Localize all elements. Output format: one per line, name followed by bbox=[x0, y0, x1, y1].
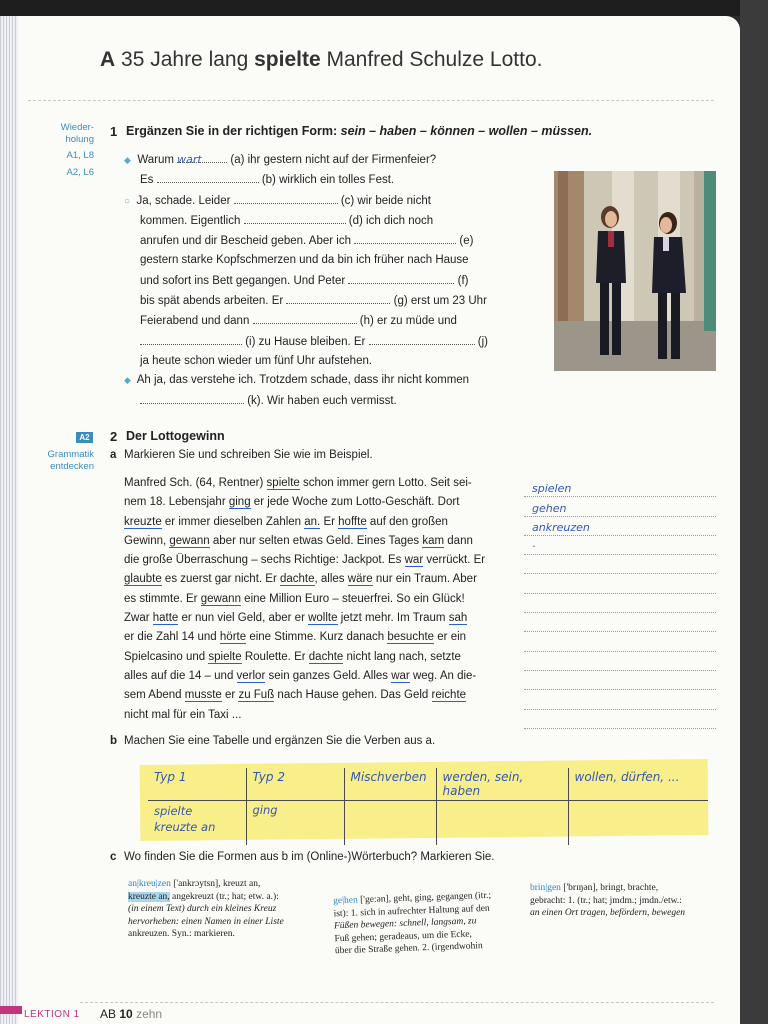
answer-line[interactable] bbox=[524, 536, 716, 555]
table-cell[interactable]: spielte kreuzte an bbox=[148, 801, 246, 845]
side-label-grammatik: Grammatik entdecken bbox=[47, 449, 94, 472]
story-fragment: Zwar bbox=[124, 612, 153, 625]
story-fragment: Spielcasino und bbox=[124, 650, 209, 663]
story-line bbox=[124, 706, 518, 725]
story-fragment: weg. An die- bbox=[409, 669, 477, 682]
speaker-diamond-icon: ◆ bbox=[124, 155, 131, 165]
marked-verb: war bbox=[391, 669, 410, 682]
marked-verb: dachte bbox=[279, 573, 315, 586]
story-fragment: es zuerst gar nicht. Er bbox=[161, 573, 280, 586]
side-label-wiederholung: Wieder- holung bbox=[60, 122, 94, 145]
story-fragment: eine Million Euro – steuerfrei. So ein Glück! bbox=[240, 592, 465, 605]
story-line bbox=[124, 513, 518, 532]
page-number: 10 bbox=[119, 1007, 133, 1021]
story-fragment: sem Abend bbox=[124, 689, 185, 702]
verb-table bbox=[148, 768, 708, 845]
dictionary-entry-bringen: brin|gen ['brɪŋən], bringt, brachte, gebracht: 1. (tr.; hat; jmdm.; jmdn./etw.: an einen Ort tragen, befördern, bewegen bbox=[530, 883, 686, 918]
story-fragment: er ein bbox=[434, 631, 467, 644]
exercise-1-verbs: sein – haben – können – wollen – müssen. bbox=[340, 124, 593, 138]
dialogue-line: ja heute schon wieder um fünf Uhr aufstehen. bbox=[140, 354, 373, 367]
story-fragment: , alles bbox=[314, 573, 348, 586]
answer-line[interactable] bbox=[524, 671, 716, 690]
marked-verb: wollte bbox=[308, 612, 338, 625]
story-fragment: Gewinn, bbox=[124, 534, 170, 547]
marked-verb: war bbox=[404, 554, 424, 567]
scan-border-right bbox=[740, 0, 768, 1024]
dialogue-line: (i) zu Hause bleiben. Er (j) bbox=[124, 332, 544, 352]
dialogue-line: gestern starke Kopfschmerzen und da bin ich früher nach Hause bbox=[140, 254, 469, 267]
speaker-circle-icon: ○ bbox=[124, 195, 131, 207]
marked-verb: spielte bbox=[266, 477, 300, 489]
story-fragment: er immer dieselben Zahlen bbox=[161, 515, 305, 528]
story-fragment: er jede Woche zum Lotto-Geschäft. Dort bbox=[250, 496, 460, 509]
story-fragment: alles auf die 14 – und bbox=[124, 669, 237, 682]
table-cell[interactable] bbox=[568, 801, 708, 845]
story-line bbox=[124, 609, 518, 628]
story-fragment: schon immer gern Lotto. Seit sei- bbox=[299, 477, 472, 489]
footer-divider bbox=[80, 1002, 714, 1003]
dialogue-line: und sofort ins Bett gegangen. Und Peter (f) bbox=[124, 271, 544, 291]
story-line bbox=[124, 628, 518, 647]
speaker-diamond-icon: ◆ bbox=[124, 375, 131, 386]
exercise-2a-letter: a bbox=[110, 449, 117, 461]
marked-verb: kreuzte bbox=[124, 515, 162, 528]
story-line bbox=[124, 532, 518, 551]
dialogue-line: kommen. Eigentlich (d) ich dich noch bbox=[124, 211, 544, 231]
answer-line[interactable] bbox=[524, 478, 716, 497]
dialogue-line: ◆ Ah ja, das verstehe ich. Trotzdem schade, dass ihr nicht kommen bbox=[124, 374, 470, 387]
story-fragment: nur ein Traum. Aber bbox=[372, 573, 477, 586]
marked-verb: dachte bbox=[308, 650, 344, 663]
story-line bbox=[124, 590, 518, 609]
answer-line[interactable] bbox=[524, 574, 716, 593]
handwritten-answer: spielen bbox=[532, 482, 572, 496]
table-cell[interactable] bbox=[344, 801, 436, 845]
marked-verb: reichte bbox=[431, 689, 467, 702]
story-fragment: Roulette. Er bbox=[241, 650, 309, 663]
story-fragment: es stimmte. Er bbox=[124, 592, 201, 605]
exercise-1-dialogue bbox=[124, 150, 544, 411]
table-header: werden, sein, haben bbox=[436, 768, 568, 801]
blank-i[interactable] bbox=[140, 332, 242, 345]
blank-a[interactable] bbox=[177, 150, 227, 166]
answer-line[interactable] bbox=[524, 690, 716, 709]
handwritten-answer-a: wart bbox=[177, 153, 202, 166]
exercise-2-number: 2 bbox=[110, 429, 118, 444]
story-fragment: nach Hause gehen. Das Geld bbox=[274, 689, 432, 702]
workbook-page bbox=[0, 16, 740, 1024]
page-title bbox=[100, 48, 542, 72]
answer-line[interactable] bbox=[524, 652, 716, 671]
story-fragment: dann bbox=[444, 534, 473, 547]
story-line bbox=[124, 493, 518, 512]
story-fragment: nicht mal für ein Taxi ... bbox=[124, 708, 242, 721]
dialogue-line: Feierabend und dann (h) er zu müde und bbox=[124, 311, 544, 331]
handwritten-answer: ankreuzen bbox=[532, 520, 590, 534]
marked-verb: hörte bbox=[219, 631, 247, 644]
table-cell[interactable]: ging bbox=[246, 801, 344, 845]
photo-illustration bbox=[554, 171, 716, 371]
exercise-2a-instruction: Markieren Sie und schreiben Sie wie im Beispiel. bbox=[124, 449, 373, 461]
title-letter: A bbox=[100, 48, 116, 71]
marked-verb: spielte bbox=[208, 650, 242, 663]
footer-page: AB 10 zehn bbox=[100, 1007, 163, 1021]
marked-verb: wäre bbox=[347, 573, 373, 586]
story-fragment: Manfred Sch. (64, Rentner) bbox=[124, 477, 267, 489]
story-line bbox=[124, 570, 518, 589]
blank-b[interactable] bbox=[157, 170, 259, 183]
story-fragment: die große Überraschung – sechs Richtige: Jackpot. Es bbox=[124, 554, 405, 567]
verb-table-row bbox=[148, 801, 708, 845]
story-fragment: er die Zahl 14 und bbox=[124, 631, 220, 644]
marked-verb: besuchte bbox=[387, 631, 435, 644]
story-fragment: verrückt. Er bbox=[423, 554, 486, 567]
title-post: Manfred Schulze Lotto. bbox=[326, 48, 543, 71]
table-cell[interactable] bbox=[436, 801, 568, 845]
marked-verb: hoffte bbox=[338, 515, 367, 528]
blank-g[interactable] bbox=[286, 291, 390, 304]
marked-verb: gewann bbox=[169, 534, 210, 547]
photo-two-women bbox=[554, 171, 716, 371]
exercise-2b-instruction: Machen Sie eine Tabelle und ergänzen Sie die Verben aus a. bbox=[124, 735, 436, 747]
story-line bbox=[124, 667, 518, 686]
marked-verb: sah bbox=[448, 612, 468, 625]
story-fragment: Er bbox=[320, 515, 339, 528]
marked-verb: musste bbox=[184, 689, 222, 702]
dialogue-line: bis spät abends arbeiten. Er (g) erst um 23 Uhr bbox=[124, 291, 544, 311]
story-fragment: sein ganzes Geld. Alles bbox=[265, 669, 392, 682]
story-fragment: jetzt mehr. Im Traum bbox=[337, 612, 449, 625]
blank-k[interactable] bbox=[140, 391, 244, 404]
side-ref-1: A1, L8 bbox=[66, 150, 94, 161]
table-header: wollen, dürfen, ... bbox=[568, 768, 708, 801]
answer-line[interactable] bbox=[524, 497, 716, 516]
exercise-2c-letter: c bbox=[110, 851, 117, 863]
story-fragment: auf den großen bbox=[366, 515, 448, 528]
table-header: Mischverben bbox=[344, 768, 436, 801]
answer-lines bbox=[524, 478, 716, 729]
lotto-story-text bbox=[124, 474, 518, 725]
answer-line[interactable] bbox=[524, 632, 716, 651]
marked-verb: zu Fuß bbox=[238, 689, 275, 702]
exercise-1-instruction: Ergänzen Sie in der richtigen Form: sein – haben – können – wollen – müssen. bbox=[126, 124, 593, 138]
story-fragment: eine Stimme. Kurz danach bbox=[246, 631, 388, 644]
footer-lektion: LEKTION 1 bbox=[24, 1009, 80, 1020]
table-header: Typ 1 bbox=[148, 768, 246, 801]
story-fragment: nem 18. Lebensjahr bbox=[124, 496, 229, 509]
marked-verb: kam bbox=[422, 534, 445, 547]
blank-h[interactable] bbox=[253, 311, 357, 324]
dictionary-entry-gehen: ge|hen ['ge:ən], geht, ging, gegangen (itr.; ist): 1. sich in aufrechter Haltung auf den Füßen bewegen: schnell, langsam, zu Fuß gehen; geradeaus, um die Ecke, über die Straße gehen. 2. (irgendwohin bbox=[333, 890, 492, 957]
answer-line[interactable] bbox=[524, 613, 716, 632]
answer-line[interactable] bbox=[524, 710, 716, 729]
blank-d[interactable] bbox=[244, 211, 346, 224]
dialogue-line: ○ Ja, schade. Leider (c) wir beide nicht bbox=[124, 191, 544, 211]
story-line bbox=[124, 686, 518, 705]
marked-verb: hatte bbox=[152, 612, 179, 625]
exercise-2c-instruction: Wo finden Sie die Formen aus b im (Online-)Wörterbuch? Markieren Sie. bbox=[124, 851, 495, 863]
dialogue-line: (k). Wir haben euch vermisst. bbox=[124, 391, 544, 411]
table-header: Typ 2 bbox=[246, 768, 344, 801]
blank-c[interactable] bbox=[234, 191, 338, 204]
scan-border-top bbox=[0, 0, 768, 16]
blank-f[interactable] bbox=[348, 271, 454, 284]
exercise-1-number: 1 bbox=[110, 124, 118, 139]
side-ref-2: A2, L6 bbox=[66, 167, 94, 178]
story-fragment: nicht lang nach, setzte bbox=[343, 650, 461, 663]
title-pre: 35 Jahre lang bbox=[121, 48, 249, 71]
blank-e[interactable] bbox=[354, 231, 456, 244]
story-fragment: er nun viel Geld, aber er bbox=[178, 612, 309, 625]
answer-line[interactable] bbox=[524, 517, 716, 536]
exercise-2b-letter: b bbox=[110, 735, 118, 747]
title-divider bbox=[28, 100, 714, 101]
dialogue-line: anrufen und dir Bescheid geben. Aber ich (e) bbox=[124, 231, 544, 251]
handwritten-answer: gehen bbox=[532, 501, 567, 515]
marked-verb: verlor bbox=[236, 669, 266, 682]
story-line bbox=[124, 474, 518, 493]
highlighted-form: kreuzte an, bbox=[128, 891, 170, 902]
marked-verb: an. bbox=[304, 515, 321, 528]
page-edge-stripe bbox=[0, 16, 18, 1024]
marked-verb: glaubte bbox=[124, 573, 162, 586]
dialogue-line: Es (b) wirklich ein tolles Fest. bbox=[124, 170, 544, 190]
story-line bbox=[124, 551, 518, 570]
answer-line[interactable] bbox=[524, 594, 716, 613]
lesson-color-marker bbox=[0, 1006, 22, 1014]
story-fragment: aber nur selten etwas Geld. Eines Tages bbox=[209, 534, 423, 547]
story-fragment: er bbox=[221, 689, 239, 702]
title-bold: spielte bbox=[254, 48, 321, 71]
dictionary-entry-ankreuzen: an|kreu|zen ['ankrɔytsn], kreuzt an, kreuzte an, angekreuzt (tr.; hat; etw. a.): (in einem Text) durch ein kleines Kreuz hervorheben: einen Namen in einer Liste ankreuzen. Syn.: markieren. bbox=[128, 879, 284, 939]
dialogue-line: ◆ Warum wart (a) ihr gestern nicht auf der Firmenfeier? bbox=[124, 150, 544, 170]
marked-verb: ging bbox=[228, 496, 251, 509]
page-number-word: zehn bbox=[136, 1007, 163, 1021]
verb-table-header-row bbox=[148, 768, 708, 801]
answer-line[interactable] bbox=[524, 555, 716, 574]
handwritten-answer: · bbox=[532, 540, 536, 554]
marked-verb: gewann bbox=[200, 592, 241, 605]
blank-j[interactable] bbox=[369, 332, 475, 345]
exercise-2-heading: Der Lottogewinn bbox=[126, 429, 225, 443]
lesson-badge: A2 bbox=[76, 432, 93, 443]
story-line bbox=[124, 648, 518, 667]
